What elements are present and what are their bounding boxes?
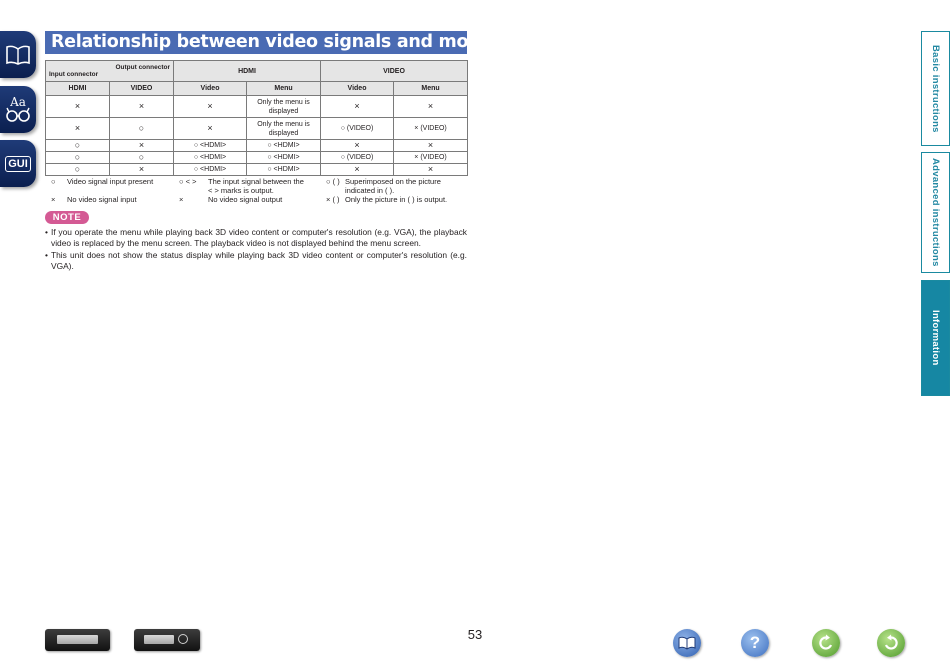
forward-button[interactable] <box>877 629 905 657</box>
legend-symbol: × <box>51 195 56 204</box>
tab-advanced-instructions[interactable] <box>921 152 950 273</box>
legend-text: Superimposed on the picture <box>345 177 441 186</box>
legend-output <box>179 177 304 204</box>
contents-book-icon <box>678 636 696 650</box>
tab-basic-instructions[interactable] <box>921 31 950 146</box>
legend-symbol: × <box>179 195 184 204</box>
table-row <box>46 118 468 140</box>
legend-input <box>51 177 153 204</box>
legend-text: Video signal input present <box>67 177 154 186</box>
note-item-text: If you operate the menu while playing back 3D video content or computer's resolution (e.g. VGA), the playback video is replaced by the menu screen. The playback video is not displayed behind the menu screen. <box>51 227 467 249</box>
table-cell: × <box>394 96 468 118</box>
page-title: Relationship between video signals and monitor output <box>45 31 467 54</box>
table-cell: × <box>46 96 110 118</box>
table-cell: ○ <box>110 118 174 140</box>
table-cell: ○ <box>46 164 110 176</box>
legend-paren <box>326 177 447 204</box>
legend-symbol: ○ <box>51 177 56 186</box>
sub-col-hdmi-menu: Menu <box>247 82 321 96</box>
table-row <box>46 152 468 164</box>
video-signal-table <box>45 60 468 176</box>
legend-symbol: ○ < > <box>179 177 197 186</box>
tab-label: Basic instructions <box>930 44 941 133</box>
table-cell: × <box>394 164 468 176</box>
table-row <box>46 96 468 118</box>
table-cell: ○ <HDMI> <box>247 164 321 176</box>
table-corner <box>46 61 174 82</box>
note-item: • This unit does not show the status display while playing back 3D video content or computer's resolution (e.g. VGA). <box>45 249 467 272</box>
table-cell: ○ <HDMI> <box>174 140 247 152</box>
tab-label: Information <box>930 310 941 366</box>
table-cell: × <box>394 140 468 152</box>
note-item: • If you operate the menu while playing back 3D video content or computer's resolution (e.g. VGA), the playback video is replaced by the menu screen. The playback video is not displayed behind the menu screen. <box>45 227 467 249</box>
table-row <box>46 140 468 152</box>
input-connector-label: Input connector <box>49 71 99 78</box>
legend-symbol: × ( ) <box>326 195 340 204</box>
table-cell: × <box>321 96 394 118</box>
book-icon-button[interactable] <box>0 31 36 78</box>
table-cell: ○ <box>110 152 174 164</box>
gui-icon: GUI <box>5 156 31 172</box>
legend-text: Only the picture in ( ) is output. <box>345 195 448 204</box>
book-icon <box>5 44 31 66</box>
table-cell: × (VIDEO) <box>394 152 468 164</box>
note-badge: NOTE <box>45 211 89 224</box>
input-col-video: VIDEO <box>110 82 174 96</box>
table-cell: × <box>174 118 247 140</box>
legend-text: The input signal between the <box>208 177 304 186</box>
table-cell: ○ <HDMI> <box>174 152 247 164</box>
glossary-icon <box>5 97 31 122</box>
legend-symbol: ○ ( ) <box>326 177 340 186</box>
table-cell: ○ <box>46 140 110 152</box>
help-icon: ? <box>749 633 761 652</box>
front-panel-icon[interactable] <box>45 629 110 651</box>
table-cell: ○ <HDMI> <box>247 140 321 152</box>
table-cell: × <box>321 140 394 152</box>
note-item-text: This unit does not show the status display while playing back 3D video content or computer's resolution (e.g. VGA). <box>51 249 467 272</box>
table-cell: Only the menu is displayed <box>247 96 321 118</box>
table-cell: ○ <HDMI> <box>174 164 247 176</box>
table-cell: Only the menu is displayed <box>247 118 321 140</box>
table-cell: × <box>110 164 174 176</box>
help-button[interactable] <box>741 629 769 657</box>
table-cell: ○ (VIDEO) <box>321 118 394 140</box>
table-cell: × <box>46 118 110 140</box>
table-row <box>46 164 468 176</box>
sub-col-hdmi-video: Video <box>174 82 247 96</box>
legend-text: < > marks is output. <box>208 186 274 195</box>
contents-book-button[interactable] <box>673 629 701 657</box>
back-icon <box>817 634 835 652</box>
tab-information[interactable] <box>921 280 950 396</box>
legend-text: indicated in ( ). <box>345 186 395 195</box>
table-cell: × <box>174 96 247 118</box>
table-cell: × <box>110 140 174 152</box>
note-list <box>45 227 467 273</box>
output-group-hdmi: HDMI <box>174 61 321 82</box>
gui-icon-button[interactable] <box>0 140 36 187</box>
output-group-video: VIDEO <box>321 61 468 82</box>
legend-text: No video signal output <box>208 195 283 204</box>
page-number: 53 <box>467 627 483 642</box>
sub-col-video-menu: Menu <box>394 82 468 96</box>
table-cell: × <box>110 96 174 118</box>
sub-col-video-video: Video <box>321 82 394 96</box>
table-cell: ○ <HDMI> <box>247 152 321 164</box>
glossary-label: Aa <box>10 95 26 109</box>
back-button[interactable] <box>812 629 840 657</box>
input-col-hdmi: HDMI <box>46 82 110 96</box>
output-connector-label: Output connector <box>115 64 170 71</box>
table-cell: ○ <box>46 152 110 164</box>
remote-icon[interactable] <box>134 629 200 651</box>
table-cell: × (VIDEO) <box>394 118 468 140</box>
legend-text: No video signal input <box>67 195 137 204</box>
table-cell: × <box>321 164 394 176</box>
glossary-icon-button[interactable] <box>0 86 36 133</box>
table-cell: ○ (VIDEO) <box>321 152 394 164</box>
forward-icon <box>882 634 900 652</box>
tab-label: Advanced instructions <box>930 158 941 267</box>
